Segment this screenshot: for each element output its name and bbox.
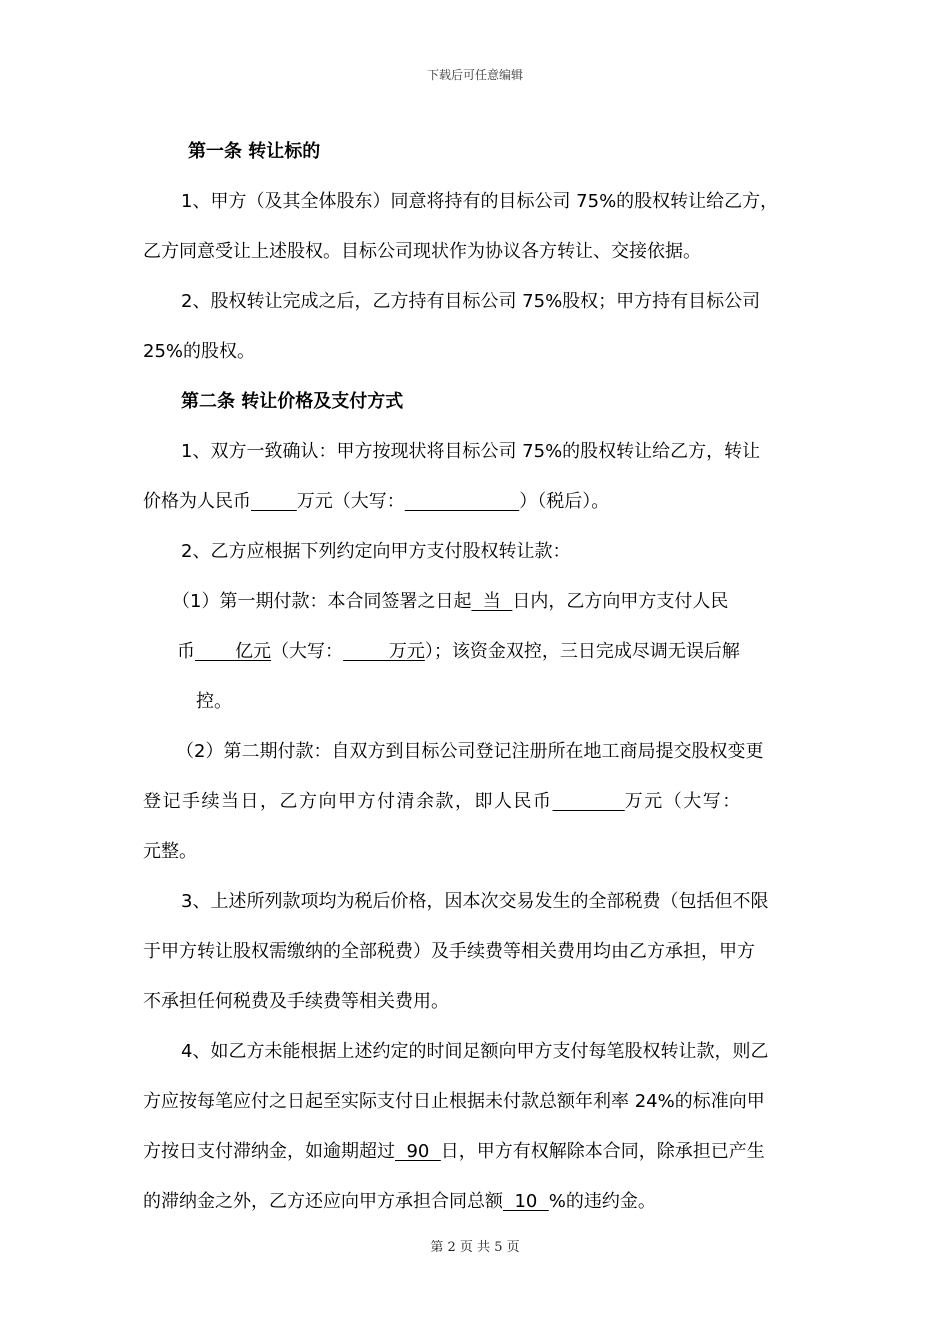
article-2-para-3-line-2: 于甲方转让股权需缴纳的全部税费）及手续费等相关费用均由乙方承担，甲方	[143, 941, 755, 962]
page-footer: 第 2 页 共 5 页	[430, 1240, 520, 1255]
price-text-b: 万元（大写：	[296, 491, 405, 512]
price-text-c: ）（税后）。	[519, 491, 610, 512]
payment-2-line-1: （2）第二期付款：自双方到目标公司登记注册所在地工商局提交股权变更	[176, 741, 764, 762]
payment-1-days-blank: 当	[471, 591, 513, 612]
payment-1-line-2-a: 币	[177, 641, 195, 662]
payment-1-line-2	[177, 639, 740, 665]
article-1-para-2-line-1: 2、股权转让完成之后，乙方持有目标公司 75%股权；甲方持有目标公司	[181, 291, 761, 312]
article-2-para-4-line-4	[143, 1189, 656, 1215]
article-1-para-2-line-2: 25%的股权。	[143, 341, 256, 362]
payment-2-amount-blank	[553, 791, 625, 812]
payment-1-line-1	[172, 589, 728, 615]
article-1-para-1-line-2: 乙方同意受让上述股权。目标公司现状作为协议各方转让、交接依据。	[143, 241, 701, 262]
penalty-text-b: %的违约金。	[548, 1191, 656, 1212]
article-2-para-4-line-1: 4、如乙方未能根据上述约定的时间足额向甲方支付每笔股权转让款，则乙	[181, 1041, 769, 1062]
payment-1-words-blank: 万元	[343, 641, 425, 662]
penalty-text-a: 的滞纳金之外，乙方还应向甲方承担合同总额	[143, 1191, 503, 1212]
payment-1-text-b: 日内，乙方向甲方支付人民	[512, 591, 729, 612]
overdue-text-a: 方按日支付滞纳金，如逾期超过	[143, 1141, 395, 1162]
payment-2-text-b: 万元（大写：	[624, 791, 742, 812]
article-2-para-2: 2、乙方应根据下列约定向甲方支付股权转让款：	[181, 541, 571, 562]
payment-1-amount-blank: 亿元	[195, 641, 272, 662]
article-2-para-3-line-1: 3、上述所列款项均为税后价格，因本次交易发生的全部税费（包括但不限	[181, 891, 769, 912]
article-2-title: 第二条 转让价格及支付方式	[181, 391, 404, 412]
overdue-text-b: 日，甲方有权解除本合同，除承担已产生	[440, 1141, 765, 1162]
payment-2-text-a: 登记手续当日，乙方向甲方付清余款，即人民币	[143, 791, 553, 812]
price-text-a: 价格为人民币	[143, 491, 251, 512]
price-amount-blank	[251, 491, 297, 512]
price-words-blank	[405, 491, 519, 512]
page-header: 下载后可任意编辑	[426, 68, 523, 82]
article-2-para-1-line-1: 1、双方一致确认：甲方按现状将目标公司 75%的股权转让给乙方，转让	[181, 441, 761, 462]
article-2-para-3-line-3: 不承担任何税费及手续费等相关费用。	[143, 991, 449, 1012]
payment-2-line-2	[143, 789, 742, 815]
article-2-para-1-line-2	[143, 489, 609, 515]
overdue-days-value: 90	[395, 1141, 441, 1162]
penalty-percent-value: 10	[503, 1191, 549, 1212]
article-1-title: 第一条 转让标的	[188, 141, 321, 162]
article-1-para-1-line-1: 1、甲方（及其全体股东）同意将持有的目标公司 75%的股权转让给乙方，	[181, 191, 779, 212]
article-2-para-4-line-3	[143, 1139, 765, 1165]
payment-1-text-a: （1）第一期付款：本合同签署之日起	[172, 591, 472, 612]
payment-1-line-2-c: ）；该资金双控，三日完成尽调无误后解	[424, 641, 740, 662]
payment-1-line-3: 控。	[196, 691, 232, 712]
payment-1-line-2-b: （大写：	[271, 641, 344, 662]
article-2-para-4-line-2: 方应按每笔应付之日起至实际支付日止根据未付款总额年利率 24%的标准向甲	[143, 1091, 765, 1112]
payment-2-line-3: 元整。	[143, 841, 197, 862]
